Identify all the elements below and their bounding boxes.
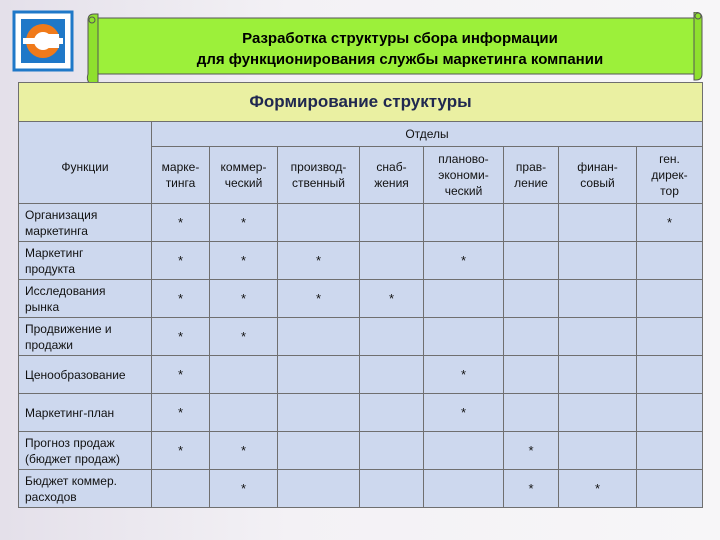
row-label-line: Исследования: [25, 283, 106, 298]
table-row: [19, 432, 703, 470]
mark-cell: [504, 280, 559, 318]
mark-cell: *: [504, 432, 559, 470]
mark-cell: [637, 318, 703, 356]
mark-cell: [278, 204, 360, 242]
mark-cell: [504, 356, 559, 394]
table-header: Формирование структуры: [19, 83, 703, 122]
column-header-2: [278, 147, 360, 204]
row-label-line: Организация: [25, 207, 98, 222]
mark-cell: *: [152, 356, 210, 394]
mark-cell: [424, 280, 504, 318]
mark-cell: *: [210, 470, 278, 508]
mark-cell: *: [424, 394, 504, 432]
column-header-line: ген.: [659, 152, 680, 166]
mark-cell: [424, 470, 504, 508]
mark-cell: *: [210, 204, 278, 242]
mark-cell: [637, 280, 703, 318]
mark-cell: [278, 432, 360, 470]
structure-table: [18, 82, 703, 508]
column-header-3: [360, 147, 424, 204]
row-label: [19, 394, 152, 432]
column-header-line: финан-: [577, 160, 618, 174]
mark-cell: [360, 470, 424, 508]
mark-cell: [637, 242, 703, 280]
column-header-1: [210, 147, 278, 204]
row-label: [19, 432, 152, 470]
mark-cell: [360, 242, 424, 280]
mark-cell: *: [278, 280, 360, 318]
mark-cell: *: [360, 280, 424, 318]
row-label: [19, 318, 152, 356]
column-header-line: производ-: [290, 160, 347, 174]
mark-cell: *: [424, 356, 504, 394]
company-logo: [12, 10, 74, 72]
mark-cell: [424, 432, 504, 470]
mark-cell: [360, 432, 424, 470]
column-header-line: дирек-: [651, 168, 688, 182]
column-header-line: ческий: [224, 176, 263, 190]
row-label-line: Ценообразование: [25, 367, 126, 382]
mark-cell: *: [424, 242, 504, 280]
column-header-line: снаб-: [376, 160, 407, 174]
row-label-line: Маркетинг-план: [25, 405, 115, 420]
mark-cell: *: [210, 242, 278, 280]
table-row: [19, 204, 703, 242]
mark-cell: [152, 470, 210, 508]
column-header-line: тинга: [165, 176, 196, 190]
mark-cell: [504, 394, 559, 432]
mark-cell: [278, 356, 360, 394]
table-row: [19, 318, 703, 356]
page-title: [110, 28, 690, 70]
row-label-line: продукта: [25, 261, 76, 276]
mark-cell: [637, 470, 703, 508]
row-label: [19, 204, 152, 242]
column-header-line: жения: [374, 176, 409, 190]
row-label: [19, 242, 152, 280]
row-label-line: расходов: [25, 489, 77, 504]
mark-cell: [559, 356, 637, 394]
mark-cell: [559, 432, 637, 470]
mark-cell: [360, 394, 424, 432]
mark-cell: *: [152, 394, 210, 432]
table-row: [19, 280, 703, 318]
mark-cell: *: [152, 318, 210, 356]
column-header-line: тор: [660, 184, 679, 198]
row-label-line: продажи: [25, 337, 73, 352]
row-label: [19, 280, 152, 318]
mark-cell: *: [559, 470, 637, 508]
mark-cell: [278, 470, 360, 508]
mark-cell: *: [637, 204, 703, 242]
row-label-line: Маркетинг: [25, 245, 84, 260]
table-row: [19, 394, 703, 432]
mark-cell: [210, 394, 278, 432]
mark-cell: [210, 356, 278, 394]
departments-header: Отделы: [152, 122, 703, 147]
mark-cell: [360, 318, 424, 356]
column-header-6: [559, 147, 637, 204]
table-row: [19, 356, 703, 394]
row-label-line: Бюджет коммер.: [25, 473, 117, 488]
column-header-line: ственный: [292, 176, 345, 190]
column-header-line: марке-: [161, 160, 200, 174]
column-header-line: совый: [580, 176, 615, 190]
mark-cell: *: [152, 204, 210, 242]
mark-cell: [504, 242, 559, 280]
column-header-line: планово-: [438, 152, 489, 166]
mark-cell: [637, 394, 703, 432]
column-header-5: [504, 147, 559, 204]
mark-cell: [637, 356, 703, 394]
mark-cell: [424, 204, 504, 242]
table-row: [19, 470, 703, 508]
column-header-line: ческий: [444, 184, 483, 198]
table-row: [19, 242, 703, 280]
row-label-line: маркетинга: [25, 223, 88, 238]
mark-cell: [278, 394, 360, 432]
mark-cell: [559, 280, 637, 318]
mark-cell: [278, 318, 360, 356]
column-header-4: [424, 147, 504, 204]
mark-cell: *: [278, 242, 360, 280]
mark-cell: [504, 204, 559, 242]
column-header-0: [152, 147, 210, 204]
mark-cell: *: [152, 280, 210, 318]
mark-cell: [360, 356, 424, 394]
column-header-line: экономи-: [438, 168, 489, 182]
mark-cell: [424, 318, 504, 356]
row-label: [19, 356, 152, 394]
mark-cell: *: [152, 432, 210, 470]
mark-cell: [559, 318, 637, 356]
mark-cell: [637, 432, 703, 470]
row-label-line: рынка: [25, 299, 60, 314]
row-label-line: Прогноз продаж: [25, 435, 115, 450]
column-header-7: [637, 147, 703, 204]
mark-cell: *: [152, 242, 210, 280]
title-line-2: для функционирования службы маркетинга компании: [196, 51, 604, 68]
column-header-line: прав-: [515, 160, 547, 174]
row-label-line: (бюджет продаж): [25, 451, 121, 466]
mark-cell: [504, 318, 559, 356]
mark-cell: *: [210, 280, 278, 318]
row-label-line: Продвижение и: [25, 321, 112, 336]
mark-cell: [360, 204, 424, 242]
row-label: [19, 470, 152, 508]
mark-cell: *: [210, 318, 278, 356]
functions-header: Функции: [19, 122, 152, 204]
mark-cell: [559, 394, 637, 432]
mark-cell: *: [210, 432, 278, 470]
column-header-line: коммер-: [220, 160, 267, 174]
structure-table-wrap: [18, 82, 702, 518]
mark-cell: [559, 242, 637, 280]
title-line-1: Разработка структуры сбора информации: [242, 30, 558, 47]
mark-cell: *: [504, 470, 559, 508]
column-header-line: ление: [514, 176, 548, 190]
mark-cell: [559, 204, 637, 242]
